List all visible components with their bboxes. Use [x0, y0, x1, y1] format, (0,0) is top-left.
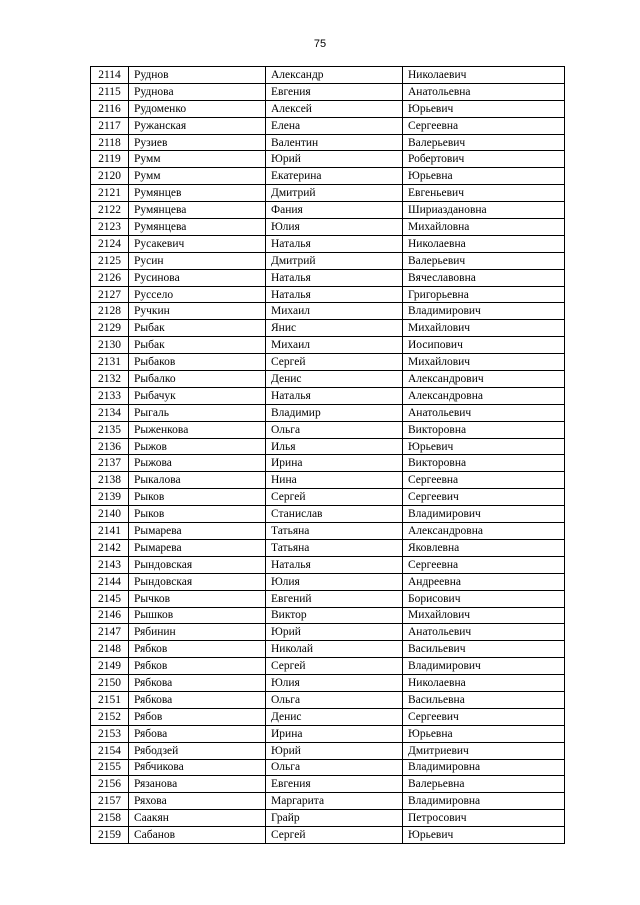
- first-name-cell: Евгения: [266, 776, 403, 793]
- first-name-cell: Михаил: [266, 303, 403, 320]
- last-name-cell: Рыбалко: [129, 371, 266, 388]
- last-name-cell: Рышков: [129, 607, 266, 624]
- table-row: [91, 354, 565, 371]
- table-row: [91, 438, 565, 455]
- table-row: [91, 691, 565, 708]
- first-name-cell: Михаил: [266, 337, 403, 354]
- patronymic-cell: Петросович: [403, 810, 565, 827]
- patronymic-cell: Николаевна: [403, 675, 565, 692]
- row-number-cell: 2139: [91, 489, 129, 506]
- last-name-cell: Ручкин: [129, 303, 266, 320]
- last-name-cell: Рындовская: [129, 556, 266, 573]
- patronymic-cell: Владимировна: [403, 759, 565, 776]
- table-row: [91, 252, 565, 269]
- table-row: [91, 151, 565, 168]
- first-name-cell: Елена: [266, 117, 403, 134]
- row-number-cell: 2137: [91, 455, 129, 472]
- table-row: [91, 404, 565, 421]
- first-name-cell: Владимир: [266, 404, 403, 421]
- first-name-cell: Грайр: [266, 810, 403, 827]
- table-row: [91, 793, 565, 810]
- first-name-cell: Маргарита: [266, 793, 403, 810]
- row-number-cell: 2130: [91, 337, 129, 354]
- patronymic-cell: Юрьевна: [403, 725, 565, 742]
- last-name-cell: Рузиев: [129, 134, 266, 151]
- last-name-cell: Рындовская: [129, 573, 266, 590]
- first-name-cell: Юрий: [266, 151, 403, 168]
- last-name-cell: Руднова: [129, 83, 266, 100]
- row-number-cell: 2157: [91, 793, 129, 810]
- row-number-cell: 2143: [91, 556, 129, 573]
- patronymic-cell: Михайловна: [403, 219, 565, 236]
- patronymic-cell: Дмитриевич: [403, 742, 565, 759]
- last-name-cell: Русакевич: [129, 235, 266, 252]
- first-name-cell: Ольга: [266, 691, 403, 708]
- row-number-cell: 2117: [91, 117, 129, 134]
- last-name-cell: Руссело: [129, 286, 266, 303]
- first-name-cell: Ольга: [266, 421, 403, 438]
- table-row: [91, 489, 565, 506]
- last-name-cell: Рыков: [129, 506, 266, 523]
- patronymic-cell: Викторовна: [403, 421, 565, 438]
- first-name-cell: Татьяна: [266, 523, 403, 540]
- row-number-cell: 2151: [91, 691, 129, 708]
- last-name-cell: Румянцева: [129, 202, 266, 219]
- last-name-cell: Рябодзей: [129, 742, 266, 759]
- last-name-cell: Румянцева: [129, 219, 266, 236]
- first-name-cell: Денис: [266, 371, 403, 388]
- patronymic-cell: Владимирович: [403, 658, 565, 675]
- table-row: [91, 523, 565, 540]
- last-name-cell: Русин: [129, 252, 266, 269]
- last-name-cell: Саакян: [129, 810, 266, 827]
- last-name-cell: Рябова: [129, 725, 266, 742]
- row-number-cell: 2116: [91, 100, 129, 117]
- last-name-cell: Ружанская: [129, 117, 266, 134]
- table-row: [91, 658, 565, 675]
- patronymic-cell: Александровна: [403, 387, 565, 404]
- table-row: [91, 337, 565, 354]
- patronymic-cell: Сергеевна: [403, 117, 565, 134]
- patronymic-cell: Вячеславовна: [403, 269, 565, 286]
- table-row: [91, 810, 565, 827]
- table-row: [91, 624, 565, 641]
- last-name-cell: Румянцев: [129, 185, 266, 202]
- last-name-cell: Рябков: [129, 658, 266, 675]
- first-name-cell: Илья: [266, 438, 403, 455]
- row-number-cell: 2154: [91, 742, 129, 759]
- first-name-cell: Наталья: [266, 269, 403, 286]
- patronymic-cell: Сергеевич: [403, 489, 565, 506]
- table-row: [91, 303, 565, 320]
- row-number-cell: 2150: [91, 675, 129, 692]
- row-number-cell: 2131: [91, 354, 129, 371]
- last-name-cell: Рыбак: [129, 320, 266, 337]
- patronymic-cell: Сергеевич: [403, 708, 565, 725]
- patronymic-cell: Сергеевна: [403, 556, 565, 573]
- table-row: [91, 286, 565, 303]
- row-number-cell: 2133: [91, 387, 129, 404]
- row-number-cell: 2126: [91, 269, 129, 286]
- first-name-cell: Янис: [266, 320, 403, 337]
- patronymic-cell: Робертович: [403, 151, 565, 168]
- row-number-cell: 2153: [91, 725, 129, 742]
- last-name-cell: Рябинин: [129, 624, 266, 641]
- first-name-cell: Ирина: [266, 455, 403, 472]
- table-row: [91, 185, 565, 202]
- registry-table: [90, 66, 565, 844]
- first-name-cell: Ирина: [266, 725, 403, 742]
- last-name-cell: Рыбачук: [129, 387, 266, 404]
- last-name-cell: Рыгаль: [129, 404, 266, 421]
- first-name-cell: Юрий: [266, 624, 403, 641]
- first-name-cell: Екатерина: [266, 168, 403, 185]
- first-name-cell: Фания: [266, 202, 403, 219]
- table-row: [91, 776, 565, 793]
- row-number-cell: 2148: [91, 641, 129, 658]
- last-name-cell: Румм: [129, 151, 266, 168]
- first-name-cell: Нина: [266, 472, 403, 489]
- first-name-cell: Александр: [266, 67, 403, 84]
- last-name-cell: Руднов: [129, 67, 266, 84]
- table-row: [91, 421, 565, 438]
- table-row: [91, 100, 565, 117]
- patronymic-cell: Григорьевна: [403, 286, 565, 303]
- table-row: [91, 539, 565, 556]
- patronymic-cell: Викторовна: [403, 455, 565, 472]
- patronymic-cell: Васильевна: [403, 691, 565, 708]
- table-row: [91, 641, 565, 658]
- patronymic-cell: Михайлович: [403, 354, 565, 371]
- last-name-cell: Рябкова: [129, 675, 266, 692]
- row-number-cell: 2142: [91, 539, 129, 556]
- patronymic-cell: Николаевич: [403, 67, 565, 84]
- last-name-cell: Рыков: [129, 489, 266, 506]
- patronymic-cell: Юрьевич: [403, 100, 565, 117]
- table-row: [91, 556, 565, 573]
- row-number-cell: 2149: [91, 658, 129, 675]
- row-number-cell: 2129: [91, 320, 129, 337]
- first-name-cell: Наталья: [266, 387, 403, 404]
- table-row: [91, 506, 565, 523]
- table-row: [91, 371, 565, 388]
- patronymic-cell: Шириаздановна: [403, 202, 565, 219]
- row-number-cell: 2144: [91, 573, 129, 590]
- patronymic-cell: Владимирович: [403, 303, 565, 320]
- patronymic-cell: Николаевна: [403, 235, 565, 252]
- last-name-cell: Рымарева: [129, 523, 266, 540]
- first-name-cell: Сергей: [266, 827, 403, 844]
- first-name-cell: Юлия: [266, 219, 403, 236]
- row-number-cell: 2128: [91, 303, 129, 320]
- table-row: [91, 827, 565, 844]
- first-name-cell: Денис: [266, 708, 403, 725]
- table-row: [91, 675, 565, 692]
- first-name-cell: Наталья: [266, 286, 403, 303]
- table-row: [91, 725, 565, 742]
- patronymic-cell: Евгеньевич: [403, 185, 565, 202]
- first-name-cell: Евгения: [266, 83, 403, 100]
- table-row: [91, 117, 565, 134]
- last-name-cell: Рябчикова: [129, 759, 266, 776]
- page-number: 75: [313, 38, 327, 50]
- patronymic-cell: Иосипович: [403, 337, 565, 354]
- last-name-cell: Русинова: [129, 269, 266, 286]
- first-name-cell: Сергей: [266, 489, 403, 506]
- row-number-cell: 2118: [91, 134, 129, 151]
- patronymic-cell: Валерьевич: [403, 252, 565, 269]
- first-name-cell: Татьяна: [266, 539, 403, 556]
- first-name-cell: Юлия: [266, 573, 403, 590]
- table-row: [91, 607, 565, 624]
- last-name-cell: Рыжова: [129, 455, 266, 472]
- patronymic-cell: Валерьевна: [403, 776, 565, 793]
- table-row: [91, 708, 565, 725]
- first-name-cell: Валентин: [266, 134, 403, 151]
- patronymic-cell: Анатольевна: [403, 83, 565, 100]
- patronymic-cell: Александрович: [403, 371, 565, 388]
- row-number-cell: 2146: [91, 607, 129, 624]
- table-row: [91, 83, 565, 100]
- first-name-cell: Николай: [266, 641, 403, 658]
- last-name-cell: Сабанов: [129, 827, 266, 844]
- patronymic-cell: Анатольевич: [403, 624, 565, 641]
- table-row: [91, 67, 565, 84]
- row-number-cell: 2132: [91, 371, 129, 388]
- last-name-cell: Рыкалова: [129, 472, 266, 489]
- table-row: [91, 168, 565, 185]
- row-number-cell: 2156: [91, 776, 129, 793]
- row-number-cell: 2140: [91, 506, 129, 523]
- row-number-cell: 2115: [91, 83, 129, 100]
- last-name-cell: Румм: [129, 168, 266, 185]
- row-number-cell: 2145: [91, 590, 129, 607]
- first-name-cell: Ольга: [266, 759, 403, 776]
- last-name-cell: Рыжов: [129, 438, 266, 455]
- row-number-cell: 2124: [91, 235, 129, 252]
- table-row: [91, 202, 565, 219]
- table-row: [91, 219, 565, 236]
- first-name-cell: Юрий: [266, 742, 403, 759]
- patronymic-cell: Юрьевич: [403, 827, 565, 844]
- table-row: [91, 387, 565, 404]
- table-row: [91, 235, 565, 252]
- patronymic-cell: Васильевич: [403, 641, 565, 658]
- row-number-cell: 2123: [91, 219, 129, 236]
- table-row: [91, 134, 565, 151]
- registry-table-body: [91, 67, 565, 844]
- table-row: [91, 742, 565, 759]
- table-row: [91, 269, 565, 286]
- table-row: [91, 455, 565, 472]
- patronymic-cell: Андреевна: [403, 573, 565, 590]
- patronymic-cell: Анатольевич: [403, 404, 565, 421]
- row-number-cell: 2158: [91, 810, 129, 827]
- first-name-cell: Наталья: [266, 556, 403, 573]
- table-row: [91, 759, 565, 776]
- row-number-cell: 2152: [91, 708, 129, 725]
- table-row: [91, 472, 565, 489]
- row-number-cell: 2119: [91, 151, 129, 168]
- row-number-cell: 2114: [91, 67, 129, 84]
- row-number-cell: 2141: [91, 523, 129, 540]
- first-name-cell: Наталья: [266, 235, 403, 252]
- first-name-cell: Виктор: [266, 607, 403, 624]
- patronymic-cell: Михайлович: [403, 607, 565, 624]
- row-number-cell: 2147: [91, 624, 129, 641]
- patronymic-cell: Владимирович: [403, 506, 565, 523]
- row-number-cell: 2155: [91, 759, 129, 776]
- first-name-cell: Дмитрий: [266, 252, 403, 269]
- last-name-cell: Рыбак: [129, 337, 266, 354]
- row-number-cell: 2125: [91, 252, 129, 269]
- patronymic-cell: Владимировна: [403, 793, 565, 810]
- patronymic-cell: Юрьевна: [403, 168, 565, 185]
- row-number-cell: 2135: [91, 421, 129, 438]
- patronymic-cell: Валерьевич: [403, 134, 565, 151]
- first-name-cell: Евгений: [266, 590, 403, 607]
- last-name-cell: Рычков: [129, 590, 266, 607]
- last-name-cell: Рязанова: [129, 776, 266, 793]
- row-number-cell: 2127: [91, 286, 129, 303]
- row-number-cell: 2136: [91, 438, 129, 455]
- table-row: [91, 590, 565, 607]
- patronymic-cell: Борисович: [403, 590, 565, 607]
- row-number-cell: 2134: [91, 404, 129, 421]
- first-name-cell: Станислав: [266, 506, 403, 523]
- patronymic-cell: Сергеевна: [403, 472, 565, 489]
- last-name-cell: Рымарева: [129, 539, 266, 556]
- first-name-cell: Алексей: [266, 100, 403, 117]
- patronymic-cell: Яковлевна: [403, 539, 565, 556]
- row-number-cell: 2159: [91, 827, 129, 844]
- first-name-cell: Сергей: [266, 658, 403, 675]
- table-row: [91, 320, 565, 337]
- first-name-cell: Юлия: [266, 675, 403, 692]
- first-name-cell: Дмитрий: [266, 185, 403, 202]
- patronymic-cell: Юрьевич: [403, 438, 565, 455]
- patronymic-cell: Михайлович: [403, 320, 565, 337]
- patronymic-cell: Александровна: [403, 523, 565, 540]
- row-number-cell: 2121: [91, 185, 129, 202]
- row-number-cell: 2138: [91, 472, 129, 489]
- last-name-cell: Рыженкова: [129, 421, 266, 438]
- last-name-cell: Рябов: [129, 708, 266, 725]
- row-number-cell: 2120: [91, 168, 129, 185]
- last-name-cell: Рябков: [129, 641, 266, 658]
- row-number-cell: 2122: [91, 202, 129, 219]
- last-name-cell: Рябкова: [129, 691, 266, 708]
- last-name-cell: Рудоменко: [129, 100, 266, 117]
- last-name-cell: Ряхова: [129, 793, 266, 810]
- table-row: [91, 573, 565, 590]
- first-name-cell: Сергей: [266, 354, 403, 371]
- last-name-cell: Рыбаков: [129, 354, 266, 371]
